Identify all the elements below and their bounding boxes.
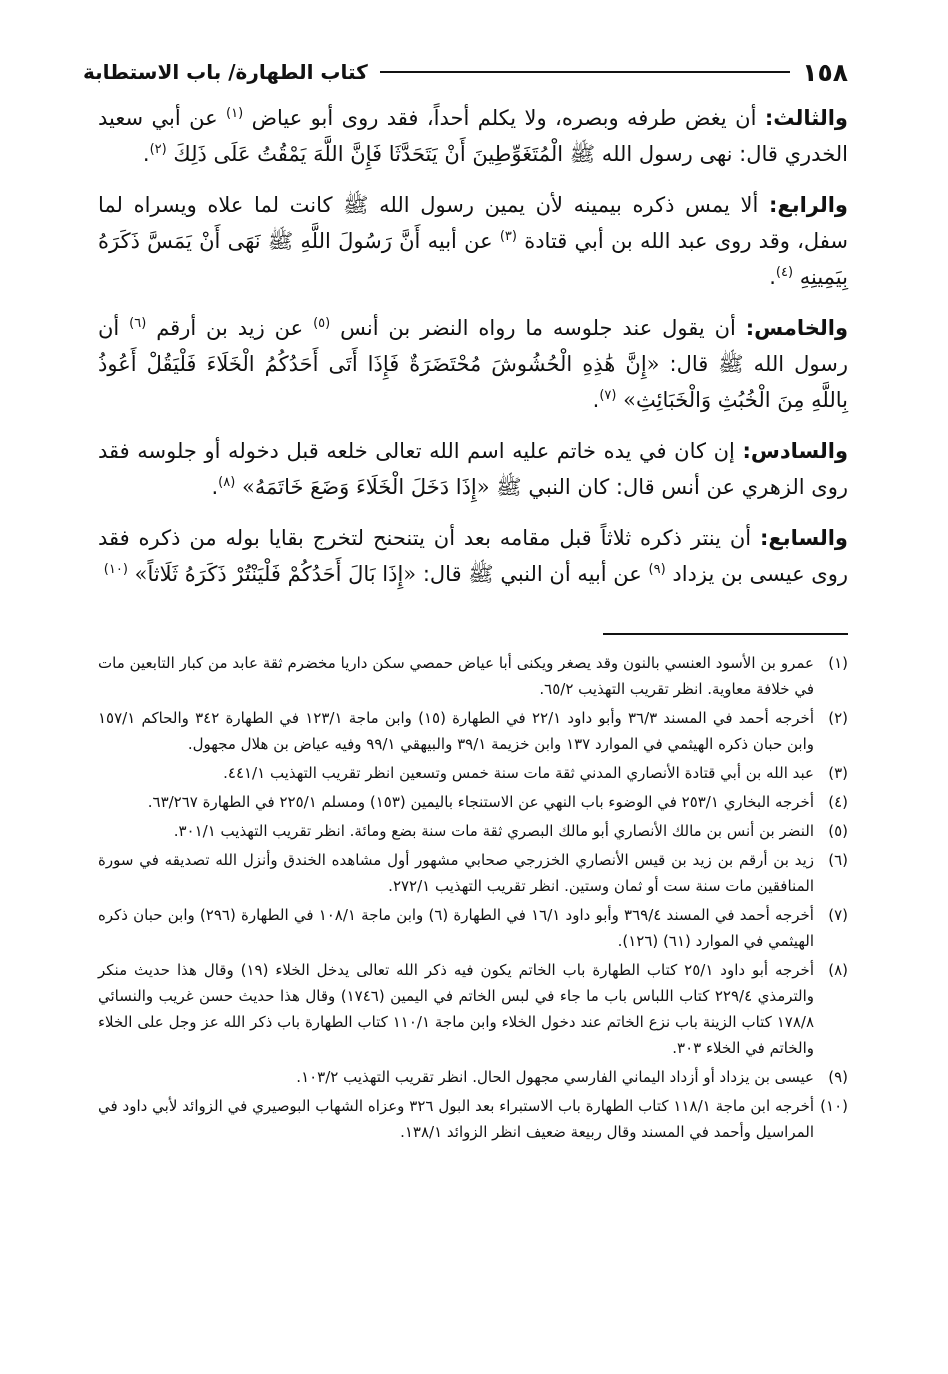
hadith-quote: «إِذَا دَخَلَ الْخَلَاءَ وَضَعَ خَاتَمَهُ» xyxy=(241,475,490,499)
footnote-ref[interactable]: (١٠) xyxy=(103,562,128,577)
footnote-ref[interactable]: (٦) xyxy=(129,316,147,331)
paragraph-text: ألا يمس ذكره بيمينه لأن يمين رسول الله ﷺ كانت لما علاه ويسراه لما سفل، وقد روى عبد الله بن أبي قتادة xyxy=(98,193,848,253)
main-text xyxy=(98,100,848,607)
footnote-item xyxy=(98,705,848,757)
footnote-item xyxy=(98,902,848,954)
footnote-text: أخرجه ابن ماجة ١١٨/١ كتاب الطهارة باب الاستبراء بعد البول ٣٢٦ وعزاه الشهاب البوصيري في الزوائد لأبي داود في المراسيل وأحمد في المسند وقال ربيعة ضعيف انظر الزوائد ١٣٨/١. xyxy=(98,1097,815,1141)
footnote-text: النضر بن أنس بن مالك الأنصاري أبو مالك البصري ثقة مات سنة بضع ومائة. انظر تقريب التهذيب ٣٠١/١. xyxy=(173,822,814,840)
footnote-ref[interactable]: (٤) xyxy=(775,265,794,280)
footnote-ref[interactable]: (٣) xyxy=(499,229,517,244)
paragraph-fourth xyxy=(98,187,848,295)
footnote-text: زيد بن أرقم بن زيد بن قيس الأنصاري الخزرجي صحابي مشهور أول مشاهده الخندق وأنزل الله تصديقه في سورة المنافقين مات سنة ست أو ثمان وستين. انظر تقريب التهذيب ٢٧٢/١. xyxy=(98,851,814,895)
paragraph-text: أن رسول الله ﷺ قال: xyxy=(98,316,848,376)
footnote-text: أخرجه أحمد في المسند ٣٦/٣ وأبو داود ٢٢/١ في الطهارة (١٥) وابن ماجة ١٢٣/١ في الطهارة ٣٤٢ والحاكم ١٥٧/١ وابن حبان ذكره الهيثمي في الموارد ١٣٧ وابن خزيمة ٣٩/١ والبيهقي ٩٩/١ وفيه عياض بن هلال مجهول. xyxy=(98,709,814,753)
hadith-quote: أَنَّ رَسُولَ اللَّهِ ﷺ نَهَى أَنْ يَمَسَّ ذَكَرَهُ بِيَمِينِهِ xyxy=(98,229,848,289)
paragraph-sixth xyxy=(98,433,848,505)
footnote-ref[interactable]: (٢) xyxy=(149,142,167,157)
footnote-item xyxy=(98,650,848,702)
footnote-number: (٤) xyxy=(828,793,848,811)
footnote-text: أخرجه أبو داود ٢٥/١ كتاب الطهارة باب الخاتم يكون فيه ذكر الله تعالى يدخل الخلاء (١٩) وقال هذا حديث منكر والترمذي ٢٢٩/٤ كتاب اللباس باب ما جاء في لبس الخاتم في اليمين (١٧٤٦) وقال هذا حديث حسن غريب والنسائي ١٧٨/٨ كتاب الزينة باب نزع الخاتم عند دخول الخلاء وابن ماجة ١١٠/١ كتاب الطهارة باب ذكر الله عز وجل على الخلاء والخاتم في الخلاء ٣٠٣. xyxy=(98,961,815,1057)
paragraph-fifth xyxy=(98,310,848,418)
footnote-number: (٣) xyxy=(828,764,848,782)
paragraph-end: . xyxy=(769,265,776,289)
paragraph-text: عن أبيه أن النبي ﷺ قال: xyxy=(422,562,642,586)
footnote-item xyxy=(98,1064,848,1090)
hadith-quote: «إِنَّ هَٰذِهِ الْحُشُوشَ مُحْتَضَرَةٌ فَإِذَا أَتَى أَحَدُكُمُ الْخَلَاءَ فَلْيَقُلْ أَعُوذُ بِاللَّهِ مِنَ الْخُبُثِ وَالْخَبَائِثِ» xyxy=(98,352,848,412)
paragraph-text: عن أبيه xyxy=(427,229,493,253)
footnote-number: (١٠) xyxy=(820,1097,848,1115)
running-header xyxy=(83,52,848,92)
footnote-item xyxy=(98,1093,848,1145)
footnote-number: (١) xyxy=(828,654,848,672)
footnotes xyxy=(98,650,848,1148)
paragraph-text: عن زيد بن أرقم xyxy=(156,316,304,340)
footnote-text: عبد الله بن أبي قتادة الأنصاري المدني ثقة مات سنة خمس وتسعين انظر تقريب التهذيب ٤٤١/١. xyxy=(223,764,814,782)
footnote-number: (٥) xyxy=(828,822,848,840)
footnote-ref[interactable]: (٥) xyxy=(313,316,331,331)
footnote-text: عيسى بن يزداد أو أزداد اليماني الفارسي مجهول الحال. انظر تقريب التهذيب ١٠٣/٢. xyxy=(296,1068,814,1086)
footnote-item xyxy=(98,847,848,899)
page-number: ١٥٨ xyxy=(802,57,848,87)
paragraph-lead: والسادس: xyxy=(742,439,848,463)
paragraph-seventh xyxy=(98,520,848,592)
paragraph-lead: والخامس: xyxy=(745,316,849,340)
footnote-ref[interactable]: (١) xyxy=(226,106,244,121)
hadith-quote: «إِذَا بَالَ أَحَدُكُمْ فَلْيَنْتُرْ ذَكَرَهُ ثَلَاثاً» xyxy=(134,562,417,586)
chapter-title: كتاب الطهارة/ باب الاستطابة xyxy=(83,60,368,84)
footnote-separator xyxy=(603,633,848,635)
footnote-text: أخرجه أحمد في المسند ٣٦٩/٤ وأبو داود ١٦/١ في الطهارة (٦) وابن ماجة ١٠٨/١ في الطهارة (٢٩٦) وابن حبان ذكره الهيثمي في الموارد (٦١) (١٢٦). xyxy=(98,906,814,950)
footnote-text: عمرو بن الأسود العنسي بالنون وقد يصغر ويكنى أبا عياض حمصي سكن داريا مخضرم ثقة عابد من كبار التابعين مات في خلافة معاوية. انظر تقريب التهذيب ٦٥/٢. xyxy=(98,654,814,698)
footnote-item xyxy=(98,818,848,844)
paragraph-text: عن أبي سعيد الخدري قال: نهى رسول الله ﷺ xyxy=(98,106,848,166)
hadith-quote: الْمُتَغَوِّطِينَ أَنْ يَتَحَدَّثَا فَإِنَّ اللَّهَ يَمْقُتُ عَلَى ذَلِكَ xyxy=(173,142,564,166)
paragraph-lead: والثالث: xyxy=(764,106,848,130)
paragraph-third xyxy=(98,100,848,172)
footnote-ref[interactable]: (٨) xyxy=(218,475,236,490)
footnote-number: (٢) xyxy=(828,709,848,727)
paragraph-end: . xyxy=(211,475,219,499)
footnote-item xyxy=(98,789,848,815)
footnote-item xyxy=(98,957,848,1061)
footnote-item xyxy=(98,760,848,786)
paragraph-lead: والسابع: xyxy=(759,526,848,550)
paragraph-lead: والرابع: xyxy=(768,193,848,217)
footnote-ref[interactable]: (٩) xyxy=(648,562,666,577)
paragraph-end: . xyxy=(142,142,150,166)
footnote-number: (٦) xyxy=(828,851,848,869)
footnote-number: (٩) xyxy=(828,1068,848,1086)
paragraph-text: أن يغض طرفه وبصره، ولا يكلم أحداً، فقد روى أبو عياض xyxy=(251,106,757,130)
paragraph-text: أن ينتر ذكره ثلاثاً قبل مقامه بعد أن يتنحنح لتخرج بقايا بوله من ذكره فقد روى عيسى بن يزداد xyxy=(98,526,848,586)
paragraph-text: أن يقول عند جلوسه ما رواه النضر بن أنس xyxy=(340,316,736,340)
footnote-text: أخرجه البخاري ٢٥٣/١ في الوضوء باب النهي عن الاستنجاء باليمين (١٥٣) ومسلم ٢٢٥/١ في الطهارة ٦٣/٢٦٧. xyxy=(147,793,814,811)
header-rule xyxy=(380,71,790,73)
paragraph-end: . xyxy=(592,388,600,412)
footnote-number: (٧) xyxy=(828,906,848,924)
footnote-ref[interactable]: (٧) xyxy=(599,388,617,403)
footnote-number: (٨) xyxy=(828,961,848,979)
paragraph-text: إن كان في يده خاتم عليه اسم الله تعالى خلعه قبل دخوله أو جلوسه فقد روى الزهري عن أنس قال: كان النبي ﷺ xyxy=(98,439,848,499)
